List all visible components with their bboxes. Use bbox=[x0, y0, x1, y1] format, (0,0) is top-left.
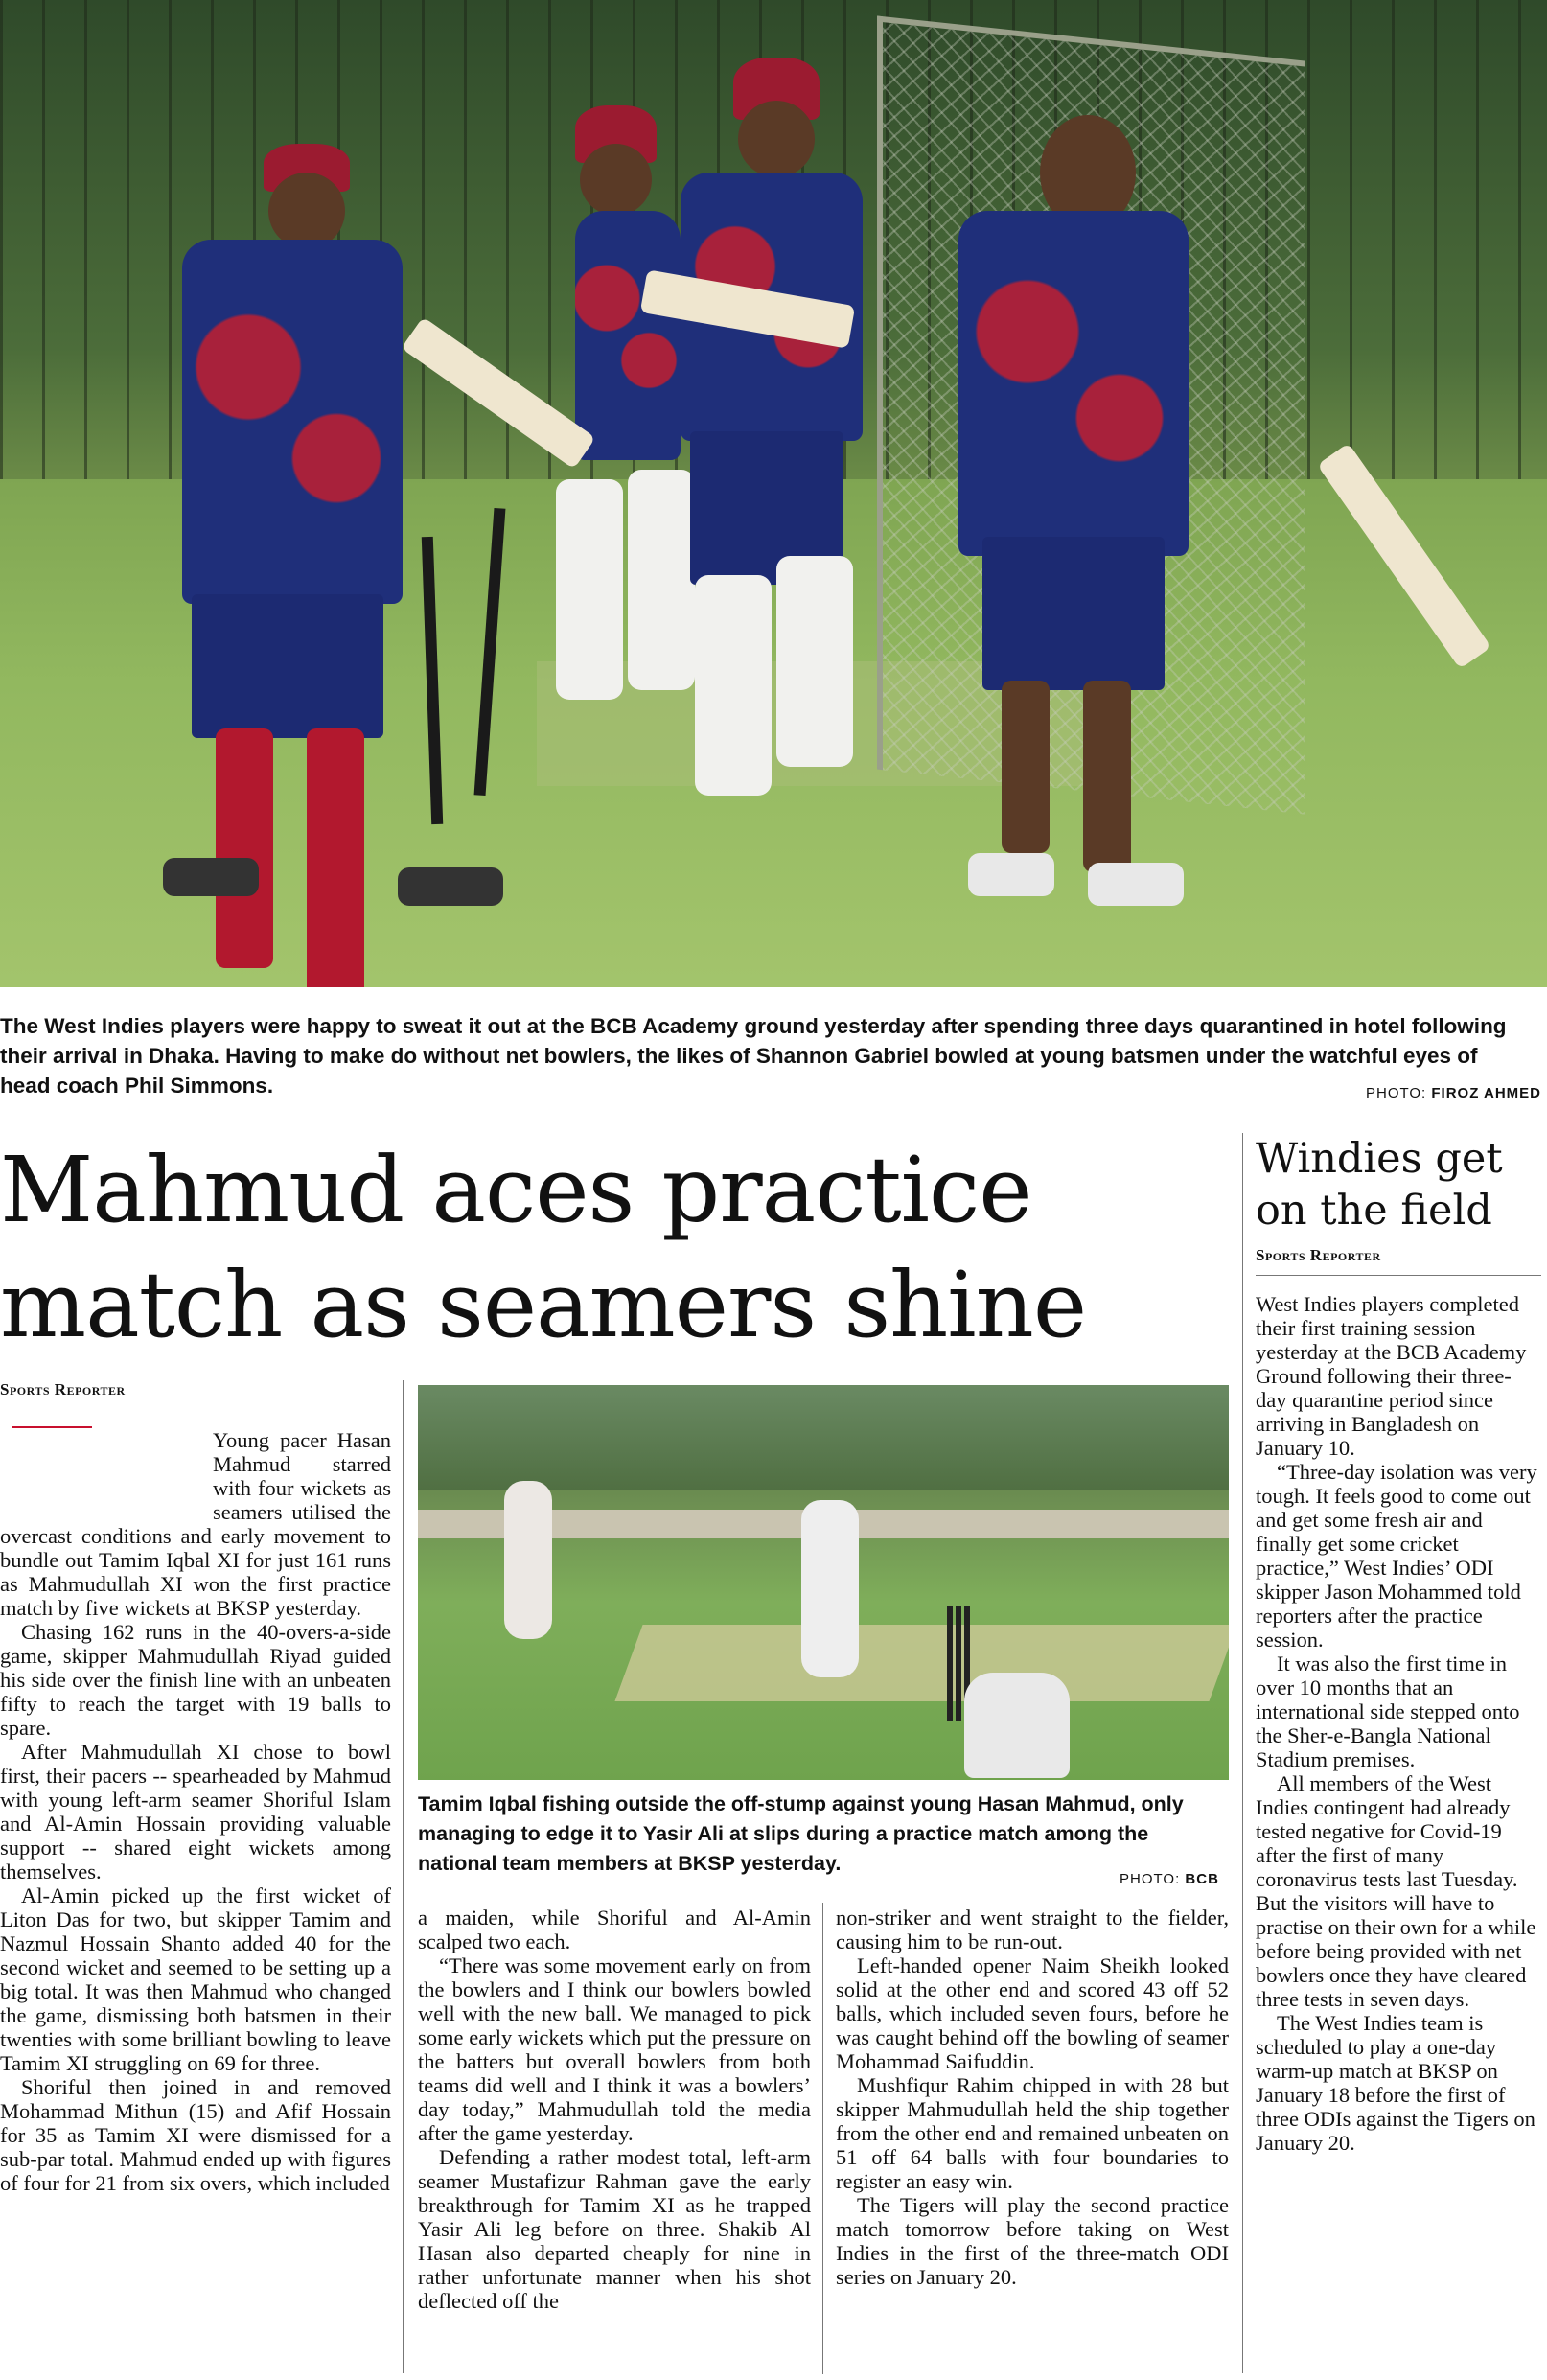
paragraph: “Three-day isolation was very tough. It feels good to come out and get some fresh air and finally get some cricket practice,” West Indies’ ODI skipper Jason Mohammed told reporters after the practice session. bbox=[1256, 1460, 1537, 1652]
paragraph: Mushfiqur Rahim chipped in with 28 but skipper Mahmudullah held the ship together from the other end and remained unbeaten on 51 off 64 balls with four boundaries to register an easy win. bbox=[836, 2073, 1229, 2193]
paragraph: The Tigers will play the second practice match tomorrow before taking on West Indies in the first of the three-match ODI series on January 20. bbox=[836, 2193, 1229, 2289]
paragraph: Shoriful then joined in and removed Mohammad Mithun (15) and Afif Hossain for 35 as Tamim XI were dismissed for a sub-par total. Mahmud ended up with figures of four for 21 from six overs, which included bbox=[0, 2075, 391, 2195]
pitch-strip bbox=[614, 1625, 1229, 1701]
batsman-figure bbox=[801, 1500, 859, 1677]
column-rule bbox=[1242, 1133, 1243, 2373]
practice-match-credit: PHOTO: BCB bbox=[1120, 1871, 1219, 1887]
paragraph: Young pacer Hasan Mahmud starred with four wickets as seamers utilised the overcast conditions and early movement to bundle out Tamim Iqbal XI for just 161 runs as Mahmudullah XI won the first practice match by five wickets at BKSP yesterday. bbox=[0, 1428, 391, 1620]
main-story-column-3 bbox=[836, 1906, 1229, 2289]
paragraph: Al-Amin picked up the first wicket of Liton Das for two, but skipper Tamim and Nazmul Hossain Shanto added 40 for the second wicket and seemed to be setting up a big total. It was then Mahmud who changed the game, dismissing both batsmen in their twenties with some brilliant bowling to leave Tamim XI struggling on 69 for three. bbox=[0, 1883, 391, 2075]
paragraph: “There was some movement early on from the bowlers and I think our bowlers bowled well with the new ball. We managed to pick some early wickets which put the pressure on the batters but overall bowlers from both teams did well and I think it was a bowlers’ day today,” Mahmudullah told the media after the game yesterday. bbox=[418, 1953, 811, 2145]
top-photo bbox=[0, 0, 1547, 987]
side-rule bbox=[1256, 1275, 1541, 1276]
main-story-column-1-flow bbox=[0, 1428, 391, 2195]
paragraph: All members of the West Indies contingent had already tested negative for Covid-19 after the first of many coronavirus tests last Tuesday. But the visitors will have to practise on their own for a while before being provided with net bowlers once they have cleared three tests in seven days. bbox=[1256, 1771, 1536, 2011]
side-byline: Sports Reporter bbox=[1256, 1246, 1381, 1264]
main-byline: Sports Reporter bbox=[0, 1380, 126, 1398]
main-headline: Mahmud aces practice match as seamers shine bbox=[0, 1138, 1087, 1358]
main-story-column-2 bbox=[418, 1906, 811, 2313]
side-headline: Windies get on the field bbox=[1256, 1135, 1503, 1235]
paragraph: Left-handed opener Naim Sheikh looked solid at the other end and scored 43 off 52 balls, which included seven fours, before he was caught behind off the bowling of seamer Mohammad Saifuddin. bbox=[836, 1953, 1229, 2073]
fielder-figure bbox=[964, 1673, 1070, 1778]
paragraph: Chasing 162 runs in the 40-overs-a-side game, skipper Mahmudullah Riyad guided his side over the finish line with an unbeaten fifty to reach the target with 19 balls to spare. bbox=[0, 1620, 391, 1740]
bowler-figure bbox=[504, 1481, 552, 1639]
paragraph: West Indies players completed their first training session yesterday at the BCB Academy Ground following their three-day quarantine period since arriving in Bangladesh on January 10. bbox=[1256, 1292, 1527, 1460]
bowler-figure bbox=[920, 115, 1227, 882]
side-story-body bbox=[1256, 1292, 1541, 2155]
practice-match-photo bbox=[418, 1385, 1229, 1780]
paragraph: It was also the first time in over 10 months that an international side stepped onto the Sher-e-Bangla National Stadium premises. bbox=[1256, 1652, 1520, 1771]
top-photo-credit: PHOTO: FIROZ AHMED bbox=[1365, 1085, 1541, 1101]
paragraph: a maiden, while Shoriful and Al-Amin scalped two each. bbox=[418, 1906, 811, 1953]
trees-background bbox=[418, 1385, 1229, 1490]
paragraph: Defending a rather modest total, left-arm seamer Mustafizur Rahman gave the early breakthrough for Tamim XI as he trapped Yasir Ali leg before on three. Shakib Al Hasan also departed cheaply for nine in rather unfortunate manner when his shot deflected off the bbox=[418, 2145, 811, 2313]
coach-figure bbox=[163, 144, 412, 911]
paragraph: After Mahmudullah XI chose to bowl first, their pacers -- spearheaded by Mahmud with young left-arm seamer Shoriful Islam and Al-Amin Hossain providing valuable support -- shared eight wickets among themselves. bbox=[0, 1740, 391, 1883]
practice-match-caption: Tamim Iqbal fishing outside the off-stump against young Hasan Mahmud, only managing to edge it to Yasir Ali at slips during a practice match among the national team members at BKSP yesterday. bbox=[418, 1792, 1184, 1875]
batsman-figure bbox=[642, 58, 891, 786]
top-photo-caption: The West Indies players were happy to sweat it out at the BCB Academy ground yesterday after spending three days quarantined in hotel following their arrival in Dhaka. Having to make do without net bowlers, the likes of Shannon Gabriel bowled at young batsmen under the watchful eyes of head coach Phil Simmons. bbox=[0, 1014, 1507, 1098]
column-rule bbox=[822, 1903, 823, 2374]
paragraph: non-striker and went straight to the fielder, causing him to be run-out. bbox=[836, 1906, 1229, 1953]
column-rule bbox=[403, 1380, 404, 2373]
paragraph: The West Indies team is scheduled to play a one-day warm-up match at BKSP on January 18 before the first of three ODIs against the Tigers on January 20. bbox=[1256, 2011, 1535, 2155]
